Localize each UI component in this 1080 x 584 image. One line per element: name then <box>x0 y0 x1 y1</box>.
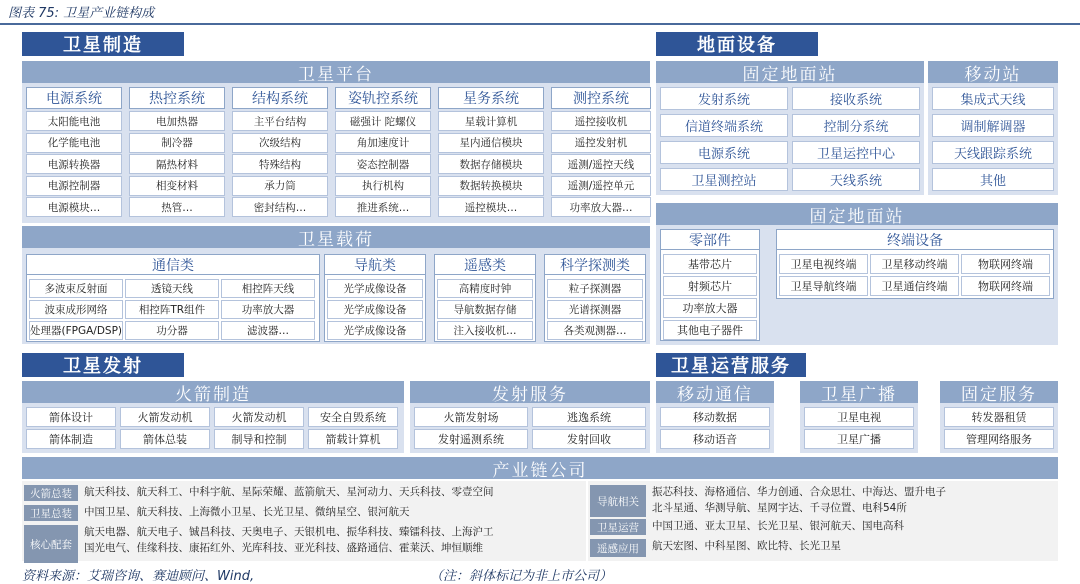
company-row-text: 航天电器、航天电子、铖昌科技、天奥电子、天银机电、振华科技、臻镭科技、上海沪工 <box>84 526 494 538</box>
ops-group-panel <box>800 403 918 453</box>
platform-item: 数据转换模块 <box>438 176 544 196</box>
terminal-item: 卫星通信终端 <box>870 276 959 296</box>
company-row-label: 导航相关 <box>590 485 646 517</box>
comm-item: 滤波器… <box>221 321 315 340</box>
rocket-panel <box>22 403 404 453</box>
companies-header: 产业链公司 <box>22 457 1058 479</box>
payload-item: 光学成像设备 <box>327 300 423 319</box>
terminal-item: 卫星导航终端 <box>779 276 868 296</box>
platform-item: 电源转换器 <box>26 154 122 174</box>
terminals-group-title: 终端设备 <box>777 230 1053 250</box>
payload-group <box>434 254 536 342</box>
payload-item: 粒子探测器 <box>547 279 643 298</box>
ops-group-panel <box>940 403 1058 453</box>
launch-service-item: 逃逸系统 <box>532 407 646 427</box>
platform-group <box>129 87 225 219</box>
fixed-station-item: 控制分系统 <box>792 114 920 137</box>
figure-caption: 图表 75: 卫星产业链构成 <box>8 6 155 21</box>
platform-group <box>551 87 651 219</box>
fixed-station-header: 固定地面站 <box>656 61 924 83</box>
companies-divider <box>586 481 588 561</box>
rocket-item: 制导和控制 <box>214 429 304 449</box>
parts-group <box>660 229 760 341</box>
ops-group-title: 固定服务 <box>940 381 1058 403</box>
platform-item: 功率放大器… <box>551 197 651 217</box>
payload-group <box>544 254 646 342</box>
company-row-label: 火箭总装 <box>24 485 78 501</box>
terminals-group <box>776 229 1054 299</box>
ops-group-title: 移动通信 <box>656 381 774 403</box>
platform-item: 特殊结构 <box>232 154 328 174</box>
platform-item: 化学能电池 <box>26 133 122 153</box>
terminal-item: 物联网终端 <box>961 254 1050 274</box>
platform-group-title: 星务系统 <box>438 87 544 109</box>
platform-group-title: 电源系统 <box>26 87 122 109</box>
comm-item: 透镜天线 <box>125 279 219 298</box>
payload-group-title: 科学探测类 <box>545 255 645 275</box>
caption-divider <box>0 23 1080 25</box>
comm-item: 波束成形网络 <box>29 300 123 319</box>
payload-panel <box>22 248 650 344</box>
ops-group-title: 卫星广播 <box>800 381 918 403</box>
rocket-item: 箭体总装 <box>120 429 210 449</box>
launch-service-item: 发射遥测系统 <box>414 429 528 449</box>
ops-item: 卫星电视 <box>804 407 914 427</box>
rocket-item: 火箭发动机 <box>214 407 304 427</box>
mobile-station-item: 集成式天线 <box>932 87 1054 110</box>
rocket-item: 箭体制造 <box>26 429 116 449</box>
company-row-text: 航天科技、航天科工、中科宇航、星际荣耀、蓝箭航天、星河动力、天兵科技、零壹空间 <box>84 486 494 498</box>
ops-item: 卫星广播 <box>804 429 914 449</box>
platform-group-title: 热控系统 <box>129 87 225 109</box>
comm-item: 多波束反射面 <box>29 279 123 298</box>
fixed-station-item: 电源系统 <box>660 141 788 164</box>
launch-service-panel <box>410 403 650 453</box>
platform-group-title: 姿轨控系统 <box>335 87 431 109</box>
platform-item: 执行机构 <box>335 176 431 196</box>
fixed-station2-header: 固定地面站 <box>656 203 1058 225</box>
ops-item: 转发器租赁 <box>944 407 1054 427</box>
platform-item: 电加热器 <box>129 111 225 131</box>
payload-item: 注入接收机… <box>437 321 533 340</box>
part-item: 射频芯片 <box>663 276 757 296</box>
rocket-header: 火箭制造 <box>22 381 404 403</box>
launch-service-item: 发射回收 <box>532 429 646 449</box>
source-note: （注：斜体标记为非上市公司） <box>430 569 613 584</box>
company-row-label: 遥感应用 <box>590 539 646 557</box>
company-row-text: 中国卫通、亚太卫星、长光卫星、银河航天、国电高科 <box>652 520 904 532</box>
comm-item: 功率放大器 <box>221 300 315 319</box>
rocket-item: 箭载计算机 <box>308 429 398 449</box>
mobile-station-header: 移动站 <box>928 61 1058 83</box>
payload-item: 光学成像设备 <box>327 279 423 298</box>
platform-item: 磁强计 陀螺仪 <box>335 111 431 131</box>
fixed-station-item: 信道终端系统 <box>660 114 788 137</box>
payload-item: 高精度时钟 <box>437 279 533 298</box>
launch-service-item: 火箭发射场 <box>414 407 528 427</box>
payload-item: 光谱探测器 <box>547 300 643 319</box>
payload-item: 导航数据存储 <box>437 300 533 319</box>
platform-item: 承力筒 <box>232 176 328 196</box>
platform-item: 姿态控制器 <box>335 154 431 174</box>
platform-item: 推进系统… <box>335 197 431 217</box>
platform-item: 星内通信模块 <box>438 133 544 153</box>
fixed-station-item: 发射系统 <box>660 87 788 110</box>
section-satellite-launch: 卫星发射 <box>22 353 184 377</box>
company-row-text: 中国卫星、航天科技、上海微小卫星、长光卫星、微纳星空、银河航天 <box>84 506 410 518</box>
platform-group <box>232 87 328 219</box>
platform-item: 遥控接收机 <box>551 111 651 131</box>
comm-group <box>26 254 320 342</box>
company-row-text: 国光电气、佳缘科技、康拓红外、光库科技、亚光科技、盛路通信、霍莱沃、坤恒顺维 <box>84 542 483 554</box>
platform-item: 主平台结构 <box>232 111 328 131</box>
platform-item: 制冷器 <box>129 133 225 153</box>
platform-item: 角加速度计 <box>335 133 431 153</box>
platform-header: 卫星平台 <box>22 61 650 83</box>
section-ground-equipment: 地面设备 <box>656 32 818 56</box>
platform-panel <box>22 83 650 223</box>
mobile-station-item: 天线跟踪系统 <box>932 141 1054 164</box>
rocket-item: 安全自毁系统 <box>308 407 398 427</box>
comm-item: 相控阵天线 <box>221 279 315 298</box>
part-item: 其他电子器件 <box>663 320 757 340</box>
platform-item: 遥控发射机 <box>551 133 651 153</box>
company-row-label: 卫星总装 <box>24 505 78 521</box>
fixed-station-item: 接收系统 <box>792 87 920 110</box>
company-row-text: 北斗星通、华测导航、星网宇达、千寻位置、电科54所 <box>652 502 907 514</box>
payload-item: 光学成像设备 <box>327 321 423 340</box>
company-row-label: 核心配套 <box>24 525 78 563</box>
section-satellite-manufacturing: 卫星制造 <box>22 32 184 56</box>
comm-item: 相控阵TR组件 <box>125 300 219 319</box>
fixed-station-item: 卫星运控中心 <box>792 141 920 164</box>
ops-group-panel <box>656 403 774 453</box>
platform-item: 电源模块… <box>26 197 122 217</box>
platform-item: 隔热材料 <box>129 154 225 174</box>
fixed-station-panel <box>656 83 924 195</box>
platform-item: 热管… <box>129 197 225 217</box>
platform-item: 密封结构… <box>232 197 328 217</box>
platform-item: 电源控制器 <box>26 176 122 196</box>
platform-item: 相变材料 <box>129 176 225 196</box>
company-row-label: 卫星运营 <box>590 519 646 535</box>
payload-item: 各类观测器… <box>547 321 643 340</box>
launch-service-header: 发射服务 <box>410 381 650 403</box>
platform-item: 遥控模块… <box>438 197 544 217</box>
terminal-item: 卫星电视终端 <box>779 254 868 274</box>
platform-item: 次级结构 <box>232 133 328 153</box>
comm-item: 功分器 <box>125 321 219 340</box>
source-text: 资料来源：艾瑞咨询、赛迪顾问、Wind, <box>22 569 255 584</box>
comm-item: 处理器(FPGA/DSP) <box>29 321 123 340</box>
platform-item: 遥测/遥控天线 <box>551 154 651 174</box>
rocket-item: 箭体设计 <box>26 407 116 427</box>
payload-header: 卫星载荷 <box>22 226 650 248</box>
payload-group-title: 遥感类 <box>435 255 535 275</box>
fixed-station-item: 卫星测控站 <box>660 168 788 191</box>
terminal-item: 卫星移动终端 <box>870 254 959 274</box>
platform-group <box>26 87 122 219</box>
parts-group-title: 零部件 <box>661 230 759 250</box>
platform-group <box>438 87 544 219</box>
platform-group <box>335 87 431 219</box>
mobile-station-item: 调制解调器 <box>932 114 1054 137</box>
company-row-text: 振芯科技、海格通信、华力创通、合众思壮、中海达、盟升电子 <box>652 486 946 498</box>
mobile-station-item: 其他 <box>932 168 1054 191</box>
platform-item: 数据存储模块 <box>438 154 544 174</box>
platform-item: 星载计算机 <box>438 111 544 131</box>
rocket-item: 火箭发动机 <box>120 407 210 427</box>
payload-group-title: 导航类 <box>325 255 425 275</box>
fixed-station2-panel <box>656 225 1058 345</box>
mobile-station-panel <box>928 83 1058 195</box>
terminal-item: 物联网终端 <box>961 276 1050 296</box>
payload-group <box>324 254 426 342</box>
ops-item: 移动语音 <box>660 429 770 449</box>
section-operations: 卫星运营服务 <box>656 353 806 377</box>
ops-item: 移动数据 <box>660 407 770 427</box>
fixed-station-item: 天线系统 <box>792 168 920 191</box>
part-item: 功率放大器 <box>663 298 757 318</box>
platform-item: 遥测/遥控单元 <box>551 176 651 196</box>
platform-group-title: 结构系统 <box>232 87 328 109</box>
company-row-text: 航天宏图、中科星图、欧比特、长光卫星 <box>652 540 841 552</box>
companies-panel <box>22 481 1058 561</box>
platform-group-title: 测控系统 <box>551 87 651 109</box>
comm-group-title: 通信类 <box>27 255 319 275</box>
part-item: 基带芯片 <box>663 254 757 274</box>
platform-item: 太阳能电池 <box>26 111 122 131</box>
ops-item: 管理网络服务 <box>944 429 1054 449</box>
